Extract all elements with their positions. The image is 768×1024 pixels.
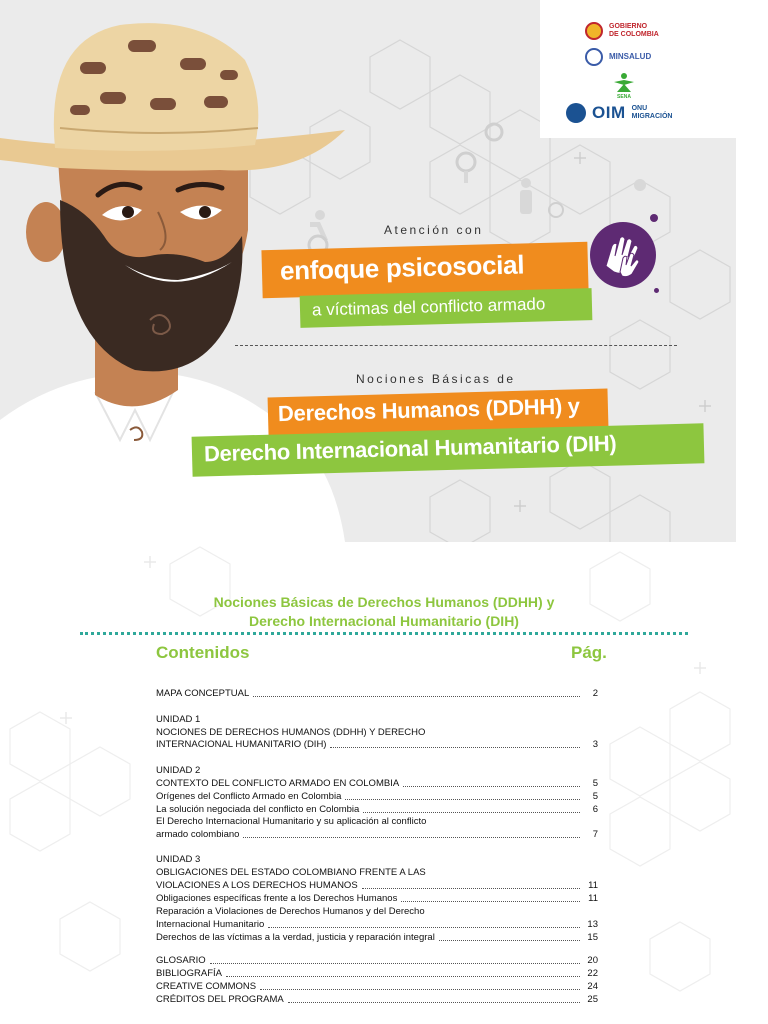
dih-entry-line1[interactable]: El Derecho Internacional Humanitario y su aplicación al conflicto: [156, 816, 427, 827]
dot-leader: [288, 1002, 580, 1003]
unidad-1-label: UNIDAD 1: [156, 714, 201, 725]
toc-entry[interactable]: armado colombiano 7: [156, 829, 598, 840]
minsalud-logo: MINSALUD: [585, 48, 651, 66]
toc-entry[interactable]: VIOLACIONES A LOS DERECHOS HUMANOS 11: [156, 880, 598, 891]
toc-entry[interactable]: Obligaciones específicas frente a los Derechos Humanos 11: [156, 893, 598, 904]
hands-icon: [590, 222, 656, 288]
toc-entry[interactable]: Derechos de las víctimas a la verdad, justicia y reparación integral 15: [156, 932, 598, 943]
toc-entry-unidad-1[interactable]: INTERNACIONAL HUMANITARIO (DIH) 3: [156, 739, 598, 750]
dot-leader: [260, 989, 580, 990]
unidad-2-label: UNIDAD 2: [156, 765, 201, 776]
un-globe-icon: [566, 103, 586, 123]
purple-dot-icon: [654, 288, 659, 293]
sena-text: SENA: [617, 94, 631, 98]
dot-leader: [330, 747, 580, 748]
reparacion-entry-line1[interactable]: Reparación a Violaciones de Derechos Humanos y del Derecho: [156, 906, 425, 917]
pag-heading: Pág.: [571, 643, 607, 662]
unidad-3-label: UNIDAD 3: [156, 854, 201, 865]
dot-leader: [439, 940, 580, 941]
dot-leader: [401, 901, 580, 902]
purple-dot-icon: [650, 214, 658, 222]
toc-entry-bibliografia[interactable]: BIBLIOGRAFÍA 22: [156, 968, 598, 979]
victimas-text: a víctimas del conflicto armado: [311, 294, 546, 320]
table-of-contents-page: [0, 542, 768, 1024]
dotted-divider: [80, 632, 688, 635]
toc-entry-glosario[interactable]: GLOSARIO 20: [156, 955, 598, 966]
dot-leader: [403, 786, 580, 787]
gobierno-sub-text: DE COLOMBIA: [609, 31, 659, 38]
contenidos-heading: Contenidos: [156, 643, 250, 662]
oim-logo: OIM ONU MIGRACIÓN: [566, 103, 672, 123]
enfoque-text: enfoque psicosocial: [279, 249, 525, 286]
toc-entry[interactable]: La solución negociada del conflicto en Colombia 6: [156, 804, 598, 815]
dot-leader: [253, 696, 580, 697]
ddhh-text: Derechos Humanos (DDHH) y: [277, 393, 580, 427]
unidad-3-title-line1[interactable]: OBLIGACIONES DEL ESTADO COLOMBIANO FRENTE A LAS: [156, 867, 426, 878]
dot-leader: [226, 976, 580, 977]
toc-entry-mapa[interactable]: MAPA CONCEPTUAL 2: [156, 688, 598, 699]
dot-leader: [363, 812, 580, 813]
dashed-divider: [235, 345, 677, 346]
toc-entry[interactable]: CONTEXTO DEL CONFLICTO ARMADO EN COLOMBIA 5: [156, 778, 598, 789]
gobierno-logo: [585, 22, 659, 40]
oim-text: OIM: [592, 103, 626, 122]
dot-leader: [345, 799, 580, 800]
contents-title: Nociones Básicas de Derechos Humanos (DDHH) y Derecho Internacional Humanitario (DIH): [213, 594, 555, 629]
atencion-text: Atención con: [384, 223, 484, 237]
sena-logo: [611, 72, 637, 98]
toc-entry[interactable]: Orígenes del Conflicto Armado en Colombia 5: [156, 791, 598, 802]
logos-panel: [540, 0, 736, 138]
gobierno-text: GOBIERNO: [609, 23, 648, 30]
unidad-1-title-line1[interactable]: NOCIONES DE DERECHOS HUMANOS (DDHH) Y DERECHO: [156, 727, 426, 738]
nociones-de-text: Nociones Básicas de: [356, 372, 516, 386]
colombia-shield-icon: [585, 22, 603, 40]
minsalud-shield-icon: [585, 48, 603, 66]
dih-text: Derecho Internacional Humanitario (DIH): [203, 430, 617, 467]
toc-entry[interactable]: Internacional Humanitario 13: [156, 919, 598, 930]
dot-leader: [268, 927, 580, 928]
dot-leader: [362, 888, 580, 889]
toc-entry-creative-commons[interactable]: CREATIVE COMMONS 24: [156, 981, 598, 992]
dot-leader: [210, 963, 580, 964]
dot-leader: [243, 837, 580, 838]
toc-entry-creditos[interactable]: CRÉDITOS DEL PROGRAMA 25: [156, 994, 598, 1005]
